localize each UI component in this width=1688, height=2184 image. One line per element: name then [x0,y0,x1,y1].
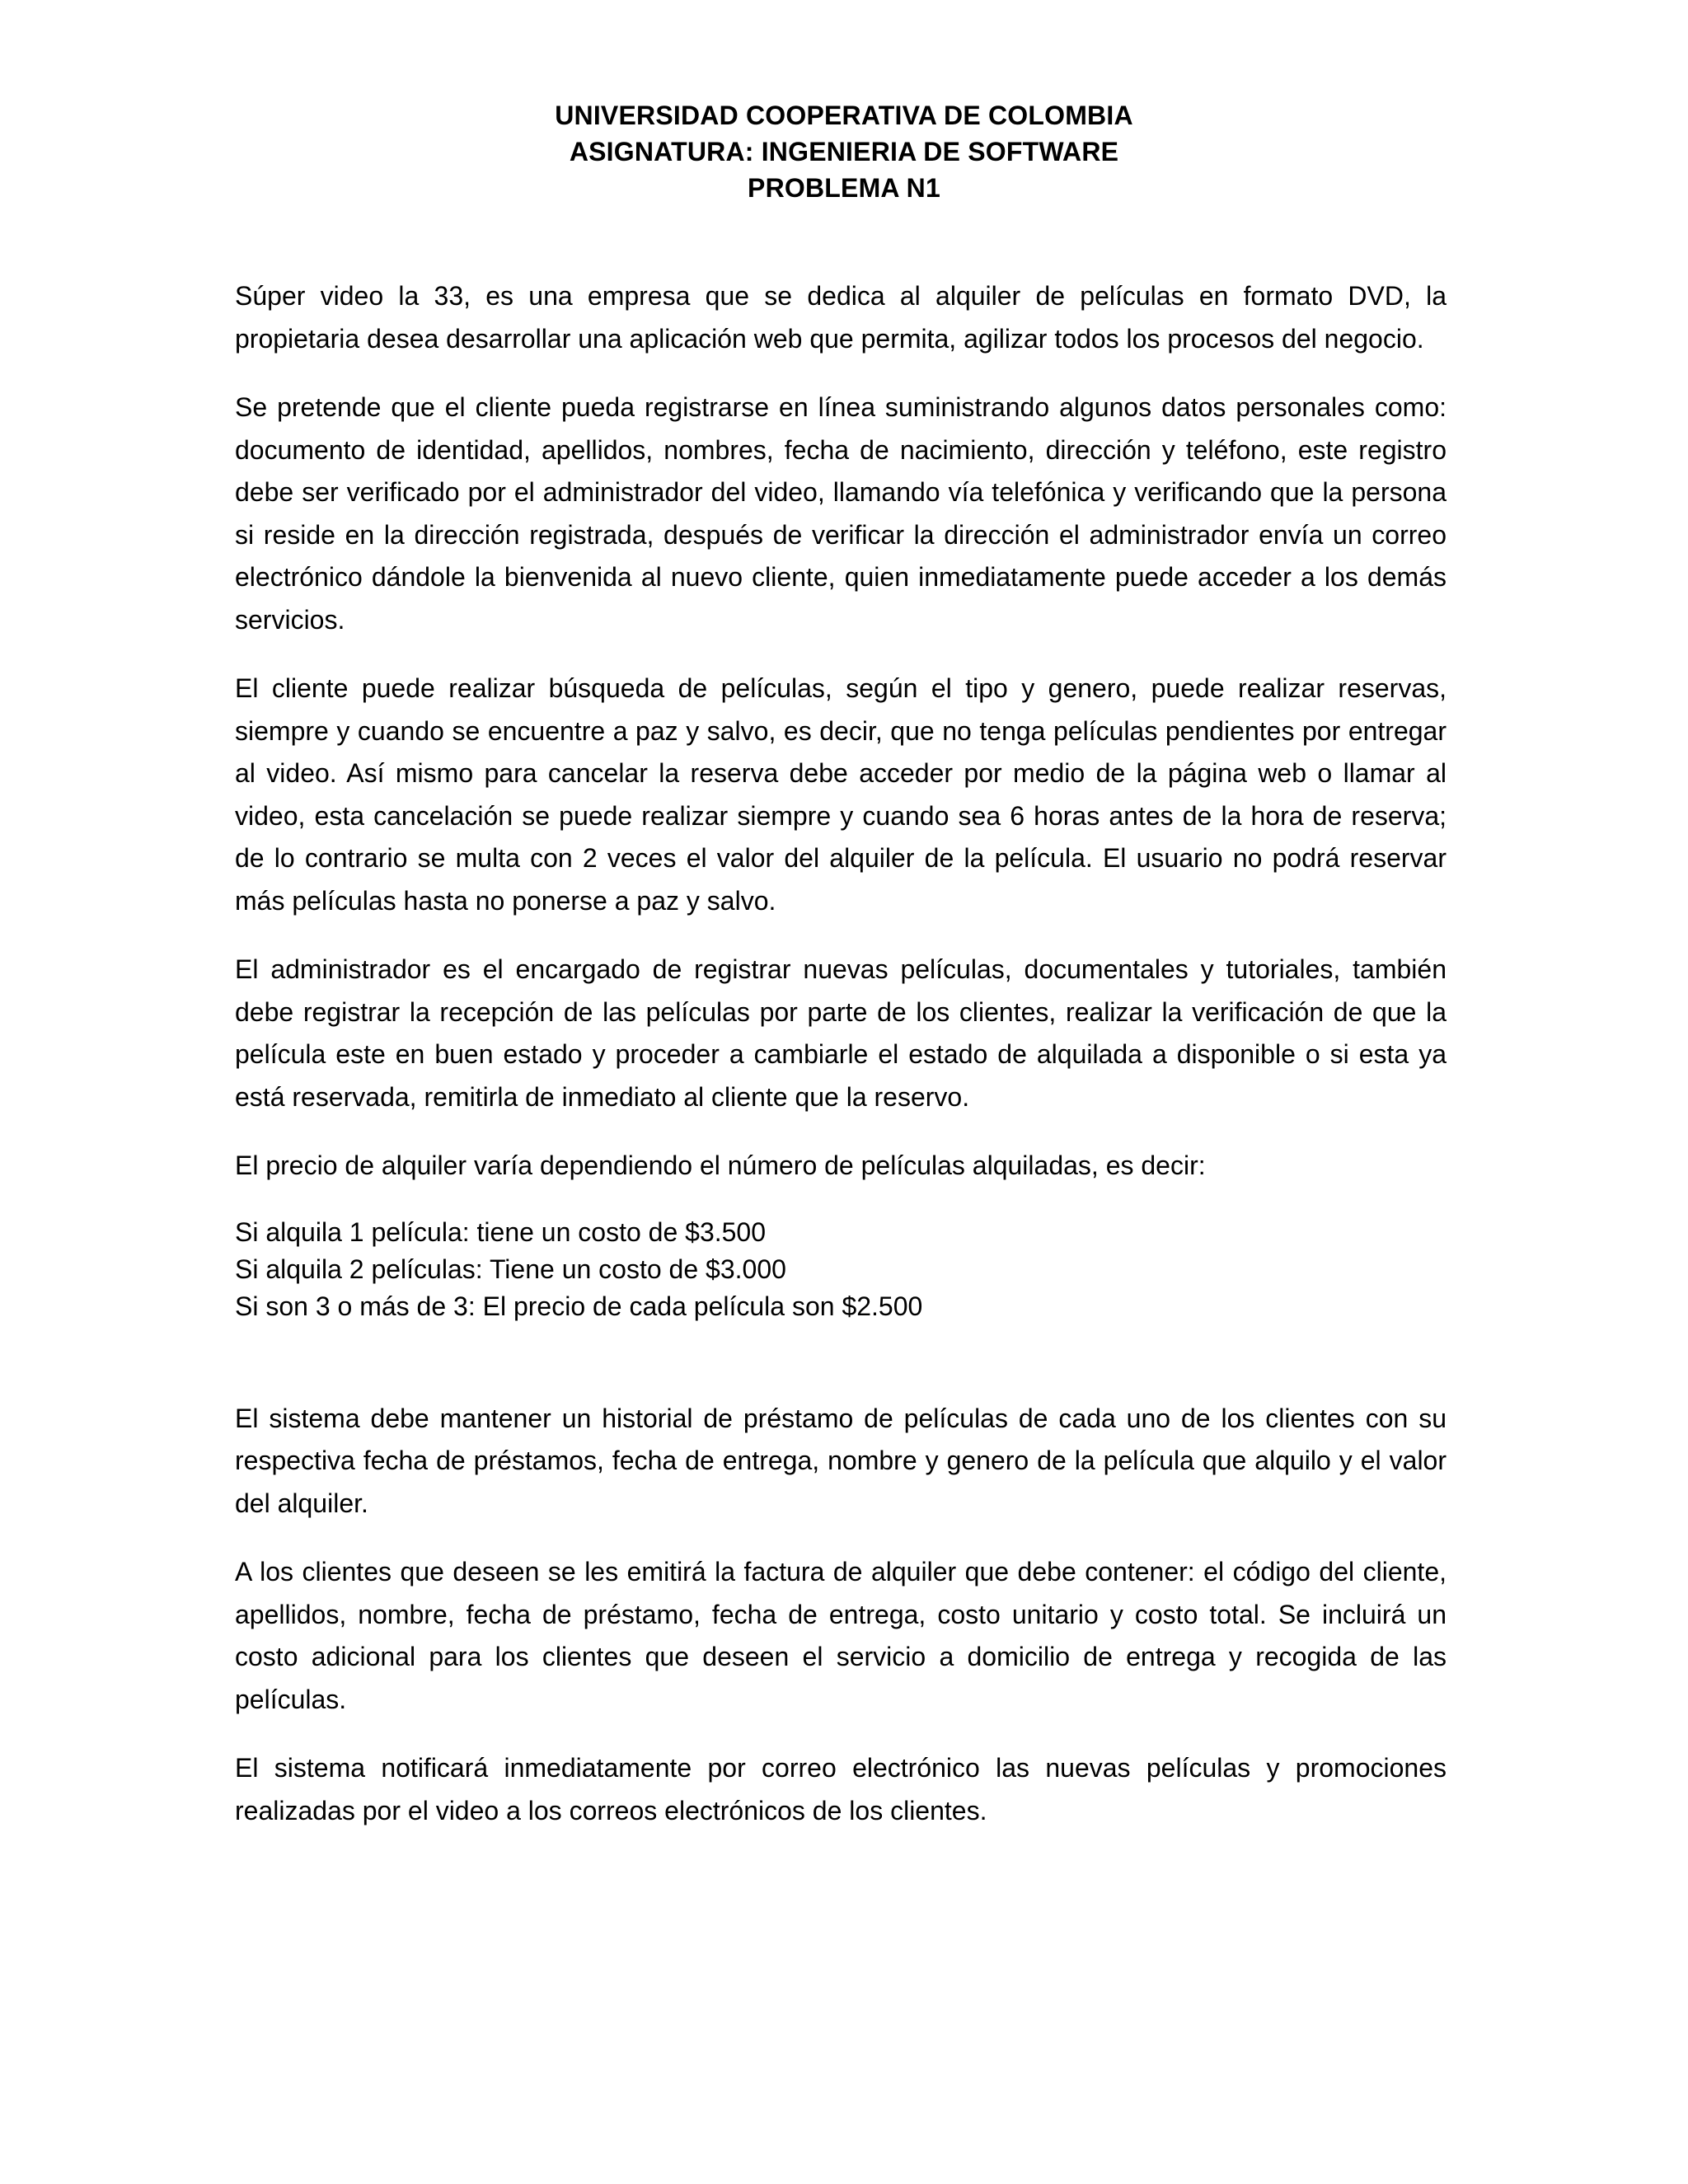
paragraph-administrator: El administrador es el encargado de registrar nuevas películas, documentales y tutoriales, también debe registrar la recepción de las películas por parte de los clientes, realizar la verificación de que la película este en buen estado y proceder a cambiarle el estado de alquilada a disponible o si esta ya está reservada, remitirla de inmediato al cliente que la reservo. [235,954,1447,1112]
paragraph-pricing: El precio de alquiler varía dependiendo el número de películas alquiladas, es decir: [235,1151,1206,1180]
paragraph-history: El sistema debe mantener un historial de préstamo de películas de cada uno de los clientes con su respectiva fecha de préstamos, fecha de entrega, nombre y genero de la película que alquilo y el valor del alquiler. [235,1403,1447,1518]
price-item: Si son 3 o más de 3: El precio de cada película son $2.500 [235,1291,923,1321]
document-body [235,275,1447,1858]
paragraph-reservations: El cliente puede realizar búsqueda de películas, según el tipo y genero, puede realizar reservas, siempre y cuando se encuentre a paz y salvo, es decir, que no tenga películas pendientes por entregar al video. Así mismo para cancelar la reserva debe acceder por medio de la página web o llamar al video, esta cancelación se puede realizar siempre y cuando sea 6 horas antes de la hora de reserva; de lo contrario se multa con 2 veces el valor del alquiler de la película. El usuario no podrá reservar más películas hasta no ponerse a paz y salvo. [235,673,1447,916]
document-header [0,97,1688,206]
paragraph-intro: Súper video la 33, es una empresa que se dedica al alquiler de películas en formato DVD, la propietaria desea desarrollar una aplicación web que permita, agilizar todos los procesos del negocio. [235,281,1447,354]
paragraph-notifications: El sistema notificará inmediatamente por correo electrónico las nuevas películas y promociones realizadas por el video a los correos electrónicos de los clientes. [235,1753,1447,1825]
price-item: Si alquila 1 película: tiene un costo de $3.500 [235,1216,767,1247]
paragraph-registration: Se pretende que el cliente pueda registrarse en línea suministrando algunos datos personales como: documento de identidad, apellidos, nombres, fecha de nacimiento, dirección y teléfono, este registro debe ser verificado por el administrador del video, llamando vía telefónica y verificando que la persona si reside en la dirección registrada, después de verificar la dirección el administrador envía un correo electrónico dándole la bienvenida al nuevo cliente, quien inmediatamente puede acceder a los demás servicios. [235,392,1447,635]
university-title: UNIVERSIDAD COOPERATIVA DE COLOMBIA [555,101,1133,130]
price-item: Si alquila 2 películas: Tiene un costo de $3.000 [235,1254,786,1284]
paragraph-invoice: A los clientes que deseen se les emitirá la factura de alquiler que debe contener: el código del cliente, apellidos, nombre, fecha de préstamo, fecha de entrega, costo unitario y costo total. Se incluirá un costo adicional para los clientes que deseen el servicio a domicilio de entrega y recogida de las películas. [235,1557,1447,1714]
price-list [235,1214,1447,1325]
subject-title: ASIGNATURA: INGENIERIA DE SOFTWARE [569,137,1119,166]
problem-title: PROBLEMA N1 [748,173,940,203]
